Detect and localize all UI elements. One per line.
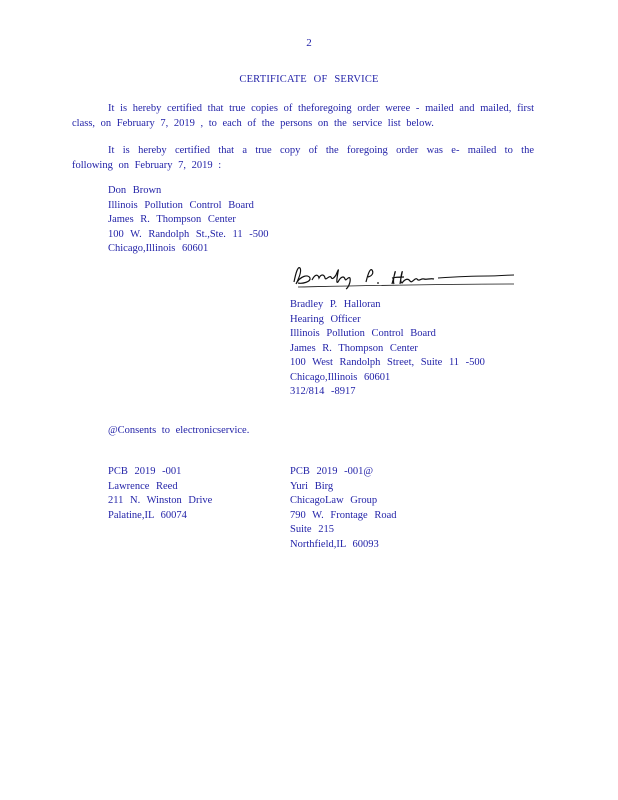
hearing-officer-signature-block: [290, 298, 485, 400]
recipient-street: 100 W. Randolph St.,Ste. 11 -500: [108, 228, 269, 240]
electronic-service-consent-note: @Consents to electronicservice.: [108, 425, 250, 436]
party-city: Northfield,IL 60093: [290, 538, 379, 550]
handwritten-signature: [288, 262, 518, 292]
officer-phone: 312/814 -8917: [290, 386, 356, 397]
officer-city: Chicago,Illinois 60601: [290, 371, 391, 383]
certification-paragraph-email: It is hereby certified that a true copy of the foregoing order was e- mailed to the following on February 7, 2019 :: [72, 145, 534, 171]
case-number: PCB 2019 -001: [108, 466, 182, 477]
certification-paragraph-mail: It is hereby certified that true copies of theforegoing order weree - mailed and mailed, first class, on February 7, 2019 , to each of the persons on the service list below.: [72, 103, 534, 129]
recipient-name: Don Brown: [108, 185, 162, 196]
party-suite: Suite 215: [290, 524, 334, 535]
party-street: 790 W. Frontage Road: [290, 509, 397, 521]
officer-organization: Illinois Pollution Control Board: [290, 328, 436, 339]
recipient-city: Chicago,Illinois 60601: [108, 243, 209, 254]
officer-street: 100 West Randolph Street, Suite 11 -500: [290, 357, 485, 368]
party-city: Palatine,IL 60074: [108, 509, 187, 521]
case-number: PCB 2019 -001@: [290, 466, 374, 477]
officer-name: Bradley P. Halloran: [290, 299, 381, 310]
party-firm: ChicagoLaw Group: [290, 495, 378, 506]
service-list-left: [108, 465, 212, 523]
officer-title: Hearing Officer: [290, 313, 361, 325]
party-name: Yuri Birg: [290, 480, 334, 492]
party-street: 211 N. Winston Drive: [108, 495, 213, 506]
officer-building: James R. Thompson Center: [290, 342, 418, 354]
recipient-address-block: [108, 184, 269, 257]
recipient-building: James R. Thompson Center: [108, 214, 236, 225]
service-list-right: [290, 465, 397, 552]
party-name: Lawrence Reed: [108, 480, 178, 492]
recipient-organization: Illinois Pollution Control Board: [108, 199, 254, 211]
page-number: 2: [306, 37, 312, 49]
document-title: CERTIFICATE OF SERVICE: [239, 74, 379, 85]
